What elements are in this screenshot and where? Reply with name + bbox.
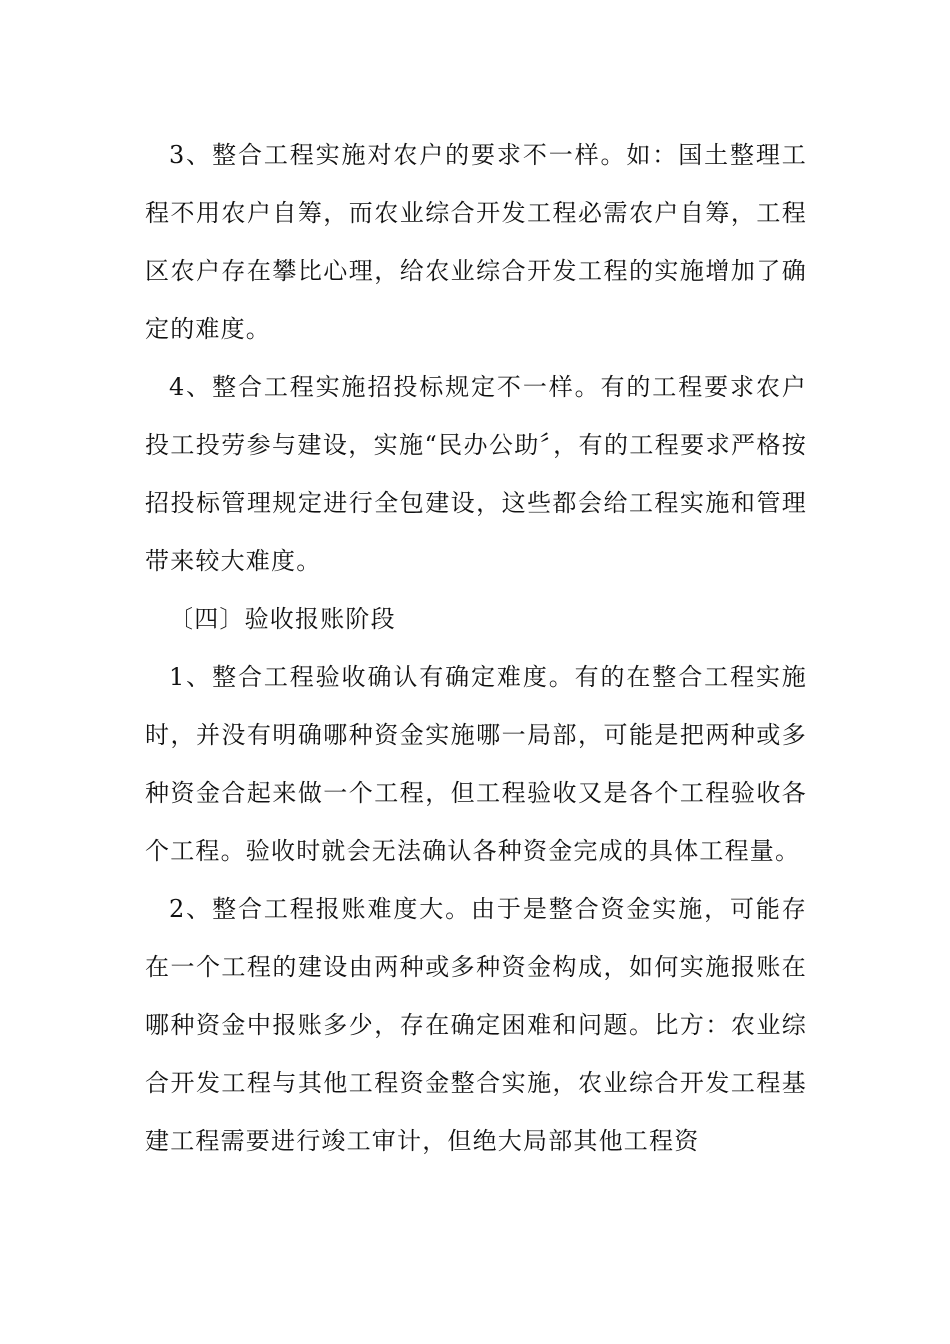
section-heading-acceptance: 〔四〕验收报账阶段 <box>169 605 396 633</box>
paragraph-item-1: 1、整合工程验收确认有确定难度。有的在整合工程实施时，并没有明确哪种资金实施哪一局部，可能是把两种或多种资金合起来做一个工程，但工程验收又是各个工程验收各个工程。验收时就会无法确认各种资金完成的具体工程量。 <box>145 663 807 865</box>
paragraph-item-4: 4、整合工程实施招投标规定不一样。有的工程要求农户投工投劳参与建设，实施“民办公助〞，有的工程要求严格按招投标管理规定进行全包建设，这些都会给工程实施和管理带来较大难度。 <box>145 373 807 575</box>
paragraph-item-3: 3、整合工程实施对农户的要求不一样。如：国土整理工程不用农户自筹，而农业综合开发工程必需农户自筹，工程区农户存在攀比心理，给农业综合开发工程的实施增加了确定的难度。 <box>145 141 807 343</box>
document-body <box>145 126 807 1170</box>
paragraph-item-2: 2、整合工程报账难度大。由于是整合资金实施，可能存在一个工程的建设由两种或多种资金构成，如何实施报账在哪种资金中报账多少，存在确定困难和问题。比方：农业综合开发工程与其他工程资金整合实施，农业综合开发工程基建工程需要进行竣工审计，但绝大局部其他工程资 <box>145 895 807 1155</box>
